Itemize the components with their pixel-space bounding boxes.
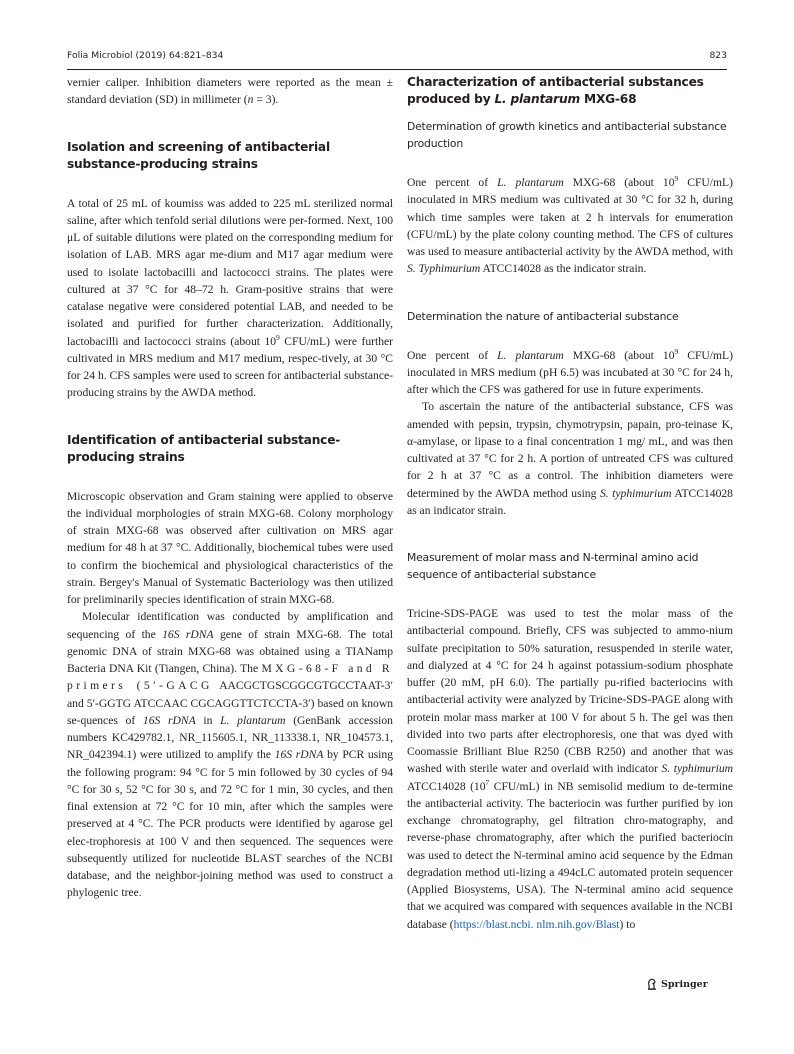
growth-kinetics-paragraph: One percent of L. plantarum MXG-68 (about $10^9$ CFU/mL) inoculated in MRS medium was cultivated at 30 °C for 32 h, during which time samples were taken at 2 h intervals for enumeration (CFU/mL) by the plate colony counting method. The CFS of cultures was used to measure antibacterial activity by the AWDA method, with S. Typhimurium ATCC14028 as the indicator strain. (407, 174, 733, 276)
identification-paragraph-1: Microscopic observation and Gram staining were applied to observe the individual morphologies of strain MXG-68. Colony morphology of strain MXG-68 was observed after cultivation on MRS agar medium for 48 h at 37 °C. Additionally, biochemical tubes were used to confirm the biochemical and physiological characteristics of the strain. Bergey's Manual of Systematic Bacteriology was then utilized for preliminarily species identification of strain MXG-68. (67, 489, 393, 606)
springer-horse-icon (646, 978, 658, 990)
subheading-growth-kinetics: Determination of growth kinetics and antibacterial substance production (407, 120, 727, 150)
isolation-paragraph: A total of 25 mL of koumiss was added to 225 mL sterilized normal saline, after which tenfold serial dilutions were per-formed. Next, 100 μL of suitable dilutions were plated on the corresponding medium for isolation of LAB. MRS agar me-dium and M17 agar medium were used to isolate lactobacilli and lactococci strains. The plates were cultured at 37 °C for 48–72 h. Gram-positive strains that were catalase negative were considered potential LAB, and needed to be isolated and purified for further characterization. Additionally, lactobacilli and lactococci strains (about $10^9$ CFU/mL) were further cultivated in MRS medium and M17 medium, respec-tively, at 30 °C for 24 h. CFS samples were used to screen for antibacterial substance-producing strains by the AWDA method. (67, 196, 393, 400)
left-column (67, 74, 393, 902)
subheading-molar-mass: Measurement of molar mass and N-terminal amino acid sequence of antibacterial substance (407, 551, 699, 581)
section-heading-characterization: Characterization of antibacterial substances produced by L. plantarum MXG-68 (407, 75, 704, 106)
intro-paragraph: vernier caliper. Inhibition diameters were reported as the mean ± standard deviation (SD) in millimeter (n = 3). (67, 76, 393, 107)
journal-citation: Folia Microbiol (2019) 64:821–834 (67, 50, 224, 61)
identification-paragraph-2: Molecular identification was conducted by amplification and sequencing of the 16S rDNA gene of strain MXG-68. The total genomic DNA of strain MXG-68 was obtained using a TIANamp Bacteria DNA Kit (Tiangen, China). The MXG-68-F and R primers (5′-GACG AACGCTGSCGGCGTGCCTAAT-3′ and 5′-GGTG ATCCAAC CGCAGGTTCTCCTA-3′) based on known se-quences of 16S rDNA in L. plantarum (GenBank accession numbers KC429782.1, NR_115605.1, NR_113338.1, NR_104573.1, NR_042394.1) were utilized to amplify the 16S rDNA by PCR using the following program: 94 °C for 5 min followed by 30 cycles of 94 °C for 30 s, 52 °C for 30 s, and 72 °C for 1 min, 30 cycles, and then final extension at 72 °C for 10 min, after which the samples were preserved at 4 °C. The PCR products were identified by agarose gel elec-trophoresis at 100 V and then sequenced. The sequences were subsequently utilized for nucleotide BLAST searches of the NCBI database, and the neighbor-joining method was used to construct a phylogenic tree. (67, 610, 394, 900)
molar-mass-paragraph: Tricine-SDS-PAGE was used to test the molar mass of the antibacterial compound. Briefly, CFS was subjected to ammo-nium sulfate precipitation to 50% saturation, resuspended in sterile water, and dialyzed at 4 °C for 24 h against potassium-sodium phosphate buffer (20 mM, pH 6.0). The partially pu-rified bacteriocins with antibacterial activity were analyzed by Tricine-SDS-PAGE along with protein molar mass marker at 100 V for about 5 h. The gel was then divided into two parts after electrophoresis, one that was dyed with Coomassie Brilliant Blue R250 (CBB R250) and another that was washed with sterile water and overlaid with indicator S. typhimurium ATCC14028 ($10^7$ CFU/mL) in NB semisolid medium to de-termine the antibacterial activity. The bacteriocin was further purified by ion exchange chromatography, gel filtration chro-matography, and reverse-phase chromatography, after which the purified bacteriocin was used to detect the N-terminal amino acid sequence by the Edman degradation method uti-lizing a 494cLC automated protein sequencer (Applied Biosystems, USA). The N-terminal amino acid sequence that we acquired was compared with sequences available in the NCBI database (https://blast.ncbi. nlm.nih.gov/Blast) to (407, 607, 733, 931)
publisher-logo (646, 978, 708, 990)
nature-paragraph-2: To ascertain the nature of the antibacterial substance, CFS was amended with pepsin, trypsin, chymotrypsin, papain, pro-teinase K, α-amylase, or lipase to a final concentration 1 mg/ mL, and was then cultivated at 37 °C for 2 h. A portion of untreated CFS was cultured for 2 h at 37 °C as a control. The inhibition diameters were determined by the AWDA method using S. typhimurium ATCC14028 as an indicator strain. (407, 400, 733, 517)
right-column (407, 74, 733, 933)
subheading-nature: Determination the nature of antibacterial substance (407, 309, 679, 323)
page-number: 823 (709, 50, 727, 61)
publisher-name: Springer (661, 978, 708, 990)
section-heading-isolation: Isolation and screening of antibacterial substance-producing strains (67, 139, 330, 171)
section-heading-identification: Identification of antibacterial substance-producing strains (67, 432, 341, 464)
blast-link[interactable]: https://blast.ncbi. nlm.nih.gov/Blast (453, 917, 620, 931)
running-header (67, 47, 727, 70)
nature-paragraph-1: One percent of L. plantarum MXG-68 (about $10^9$ CFU/mL) inoculated in MRS medium (pH 6.5) was incubated at 30 °C for 24 h, after which the CFS was gathered for use in future experiments. (407, 346, 733, 396)
